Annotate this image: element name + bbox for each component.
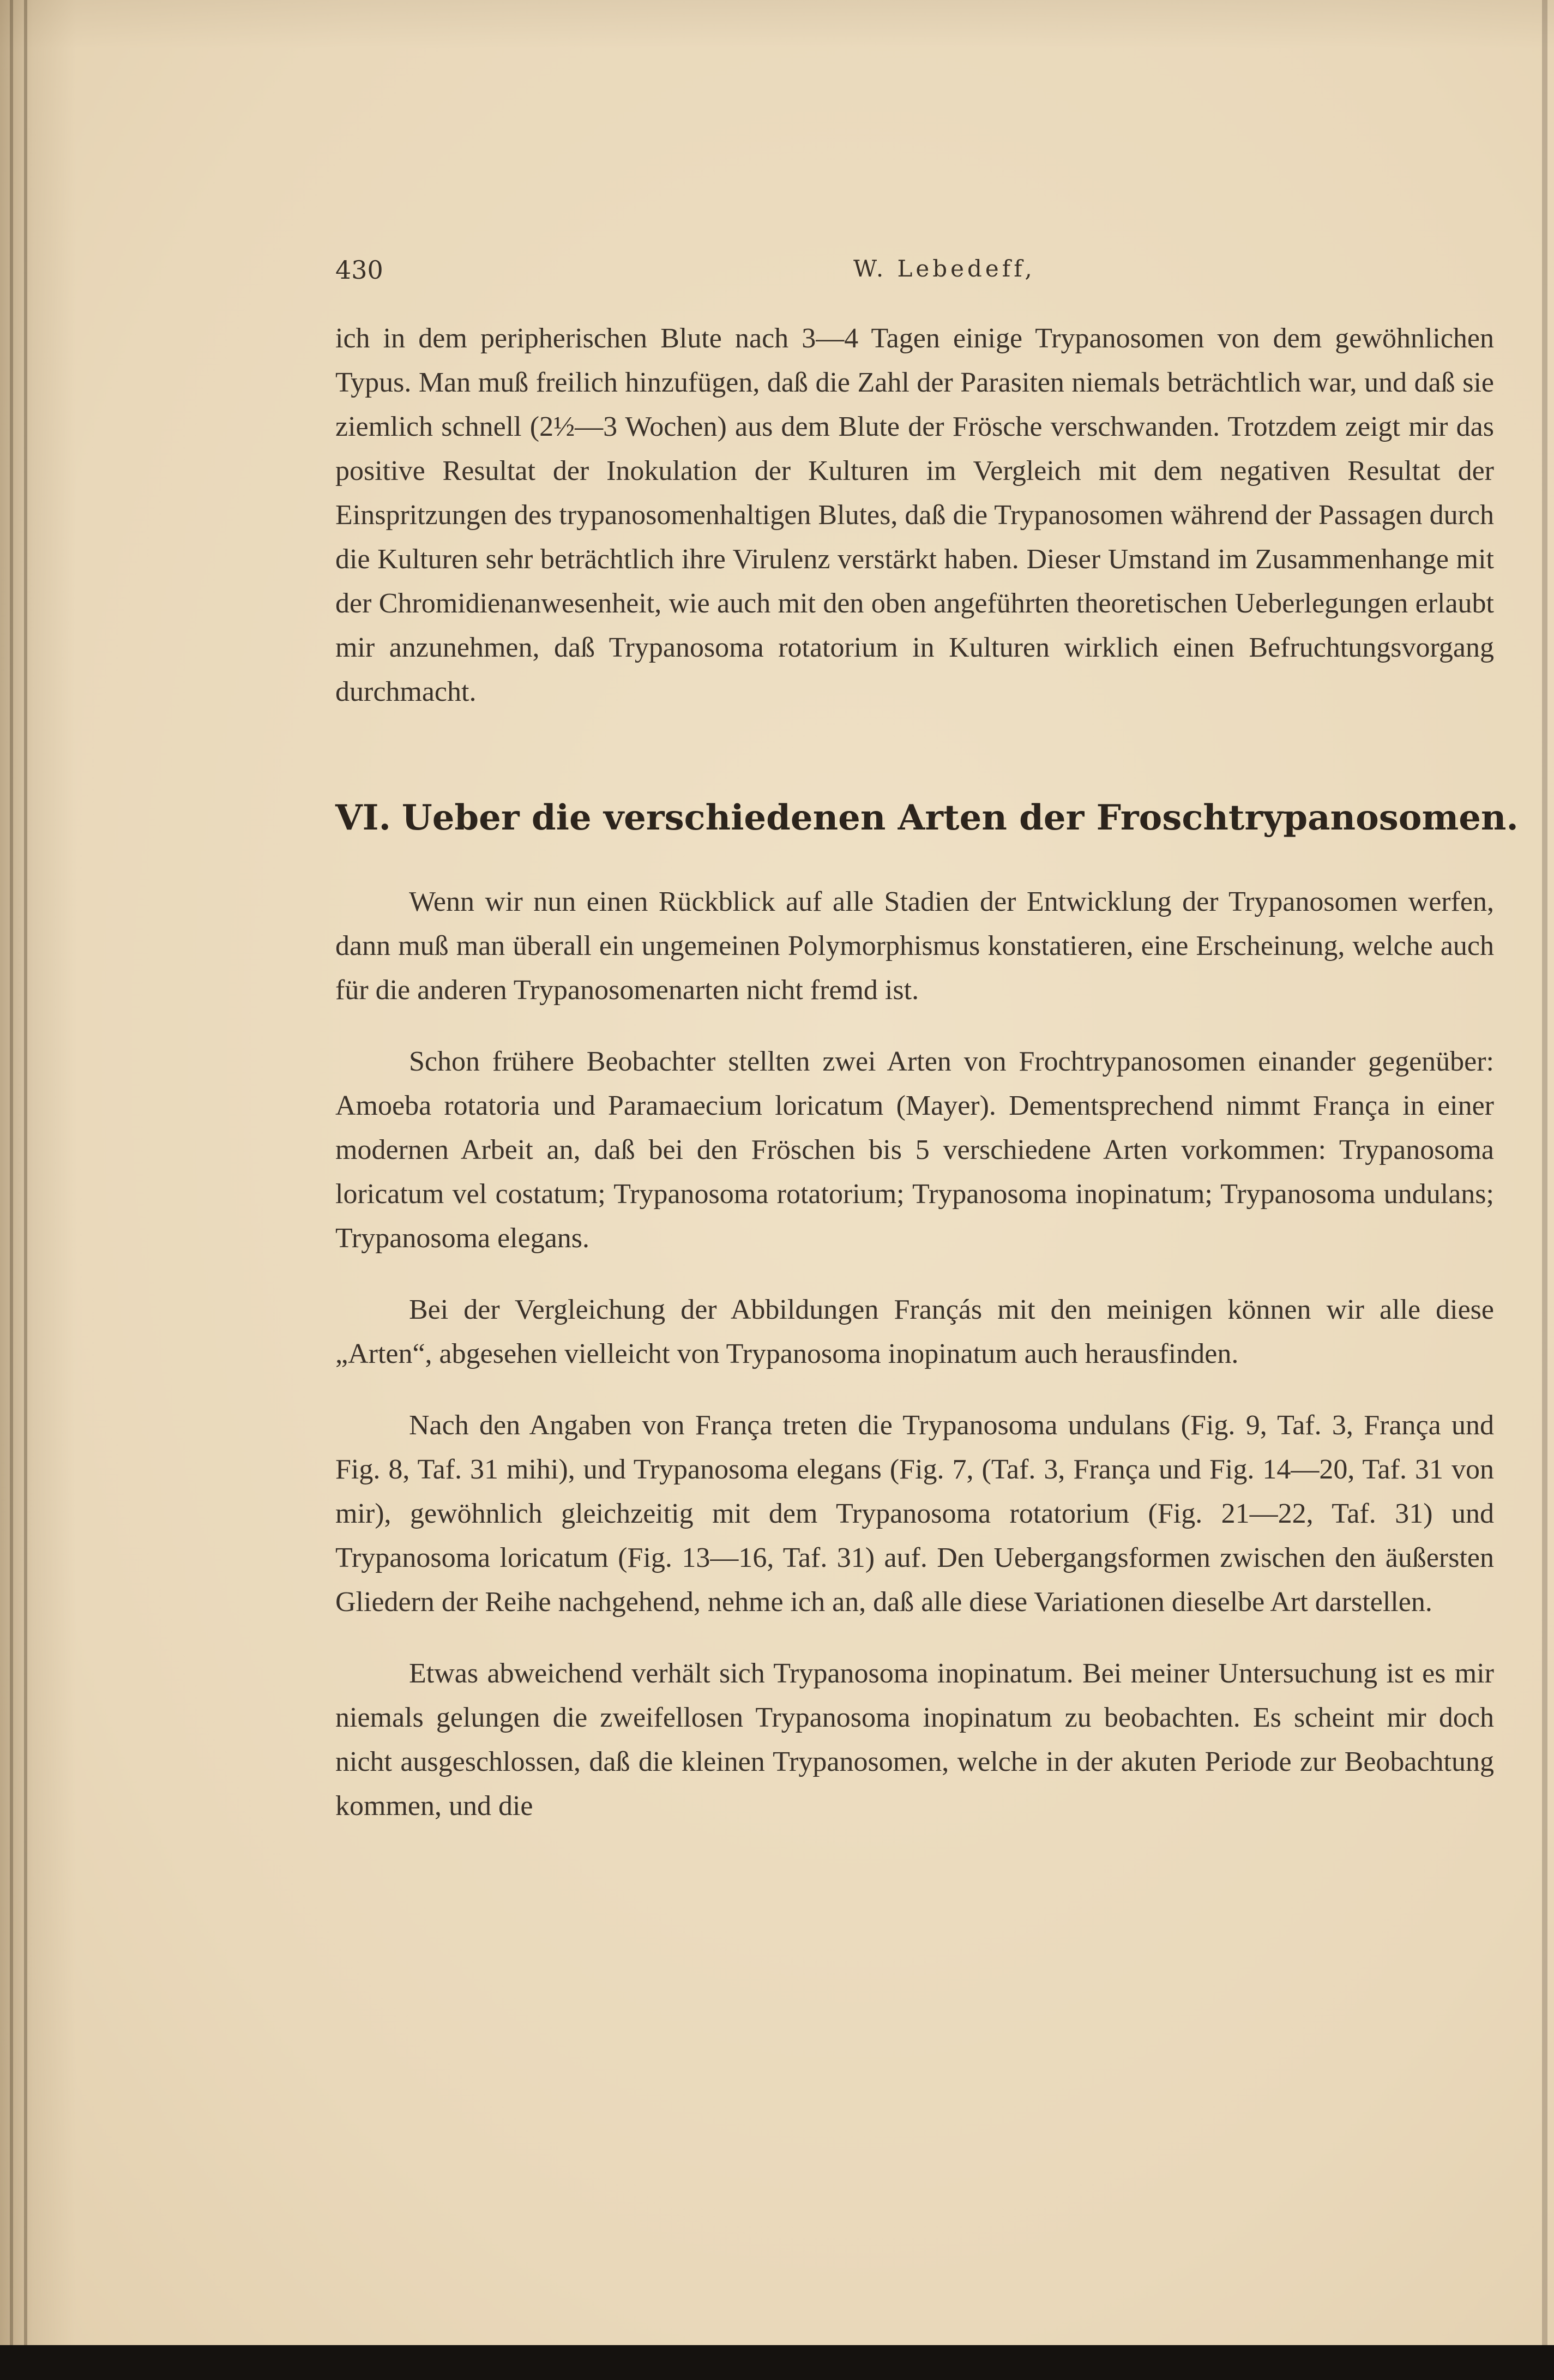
page-edge (1542, 0, 1547, 2345)
section-heading (335, 796, 1519, 840)
paragraph: Etwas abweichend verhält sich Trypanosoma inopinatum. Bei meiner Untersuchung ist es mir niemals gelungen die zweifellosen Trypanosoma inopinatum zu beobachten. Es scheint mir doch nicht ausgeschlossen, daß die kleinen Trypanosomen, welche in der akuten Periode zur Beobachtung kommen, und die (335, 1658, 1494, 1822)
page-edge (24, 0, 27, 2345)
paragraph: Bei der Vergleichung der Abbildungen Françás mit den meinigen können wir alle diese „Arten“, abgesehen vielleicht von Trypanosoma inopinatum auch herausfinden. (335, 1294, 1494, 1369)
section-numeral: VI. (335, 797, 391, 838)
page-header (335, 255, 1508, 293)
section-title: Ueber die verschiedenen Arten der Froschtrypanosomen. (401, 797, 1519, 838)
paragraph: ich in dem peripherischen Blute nach 3—4 Tagen einige Trypanosomen von dem gewöhnlichen Typus. Man muß freilich hinzufügen, daß die Zahl der Parasiten niemals beträchtlich war, und daß sie ziemlich schnell (2½—3 Wochen) aus dem Blute der Frösche verschwanden. Trotzdem zeigt mir das positive Resultat der Inokulation der Kulturen im Vergleich mit dem negativen Resultat der Einspritzungen des trypanosomenhaltigen Blutes, daß die Trypanosomen während der Passagen durch die Kulturen sehr beträchtlich ihre Virulenz verstärkt haben. Dieser Umstand im Zusammenhange mit der Chromidienanwesenheit, wie auch mit den oben angeführten theoretischen Ueberlegungen erlaubt mir anzunehmen, daß Trypanosoma rotatorium in Kulturen wirklich einen Befruchtungsvorgang durchmacht. (335, 323, 1494, 707)
paragraph: Nach den Angaben von França treten die Trypanosoma undulans (Fig. 9, Taf. 3, França und Fig. 8, Taf. 31 mihi), und Trypanosoma elegans (Fig. 7, (Taf. 3, França und Fig. 14—20, Taf. 31 von mir), gewöhnlich gleichzeitig mit dem Trypanosoma rotatorium (Fig. 21—22, Taf. 31) und Trypanosoma loricatum (Fig. 13—16, Taf. 31) auf. Den Uebergangsformen zwischen den äußersten Gliedern der Reihe nachgehend, nehme ich an, daß alle diese Variationen dieselbe Art darstellen. (335, 1410, 1494, 1618)
paragraph: Wenn wir nun einen Rückblick auf alle Stadien der Entwicklung der Trypanosomen werfen, dann muß man überall ein ungemeinen Polymorphismus konstatieren, eine Erscheinung, welche auch für die anderen Trypanosomenarten nicht fremd ist. (335, 886, 1494, 1006)
page-body (335, 316, 1519, 1828)
paragraph: Schon frühere Beobachter stellten zwei Arten von Frochtrypanosomen einander gegenüber: Amoeba rotatoria und Paramaecium loricatum (Mayer). Dementsprechend nimmt França in einer modernen Arbeit an, daß bei den Fröschen bis 5 verschiedene Arten vorkommen: Trypanosoma loricatum vel costatum; Trypanosoma rotatorium; Trypanosoma inopinatum; Trypanosoma undulans; Trypanosoma elegans. (335, 1046, 1494, 1254)
running-head: W. Lebedeff, (853, 255, 1035, 282)
page-edge (10, 0, 13, 2345)
scan-border (0, 2345, 1554, 2380)
page-number: 430 (335, 255, 383, 285)
